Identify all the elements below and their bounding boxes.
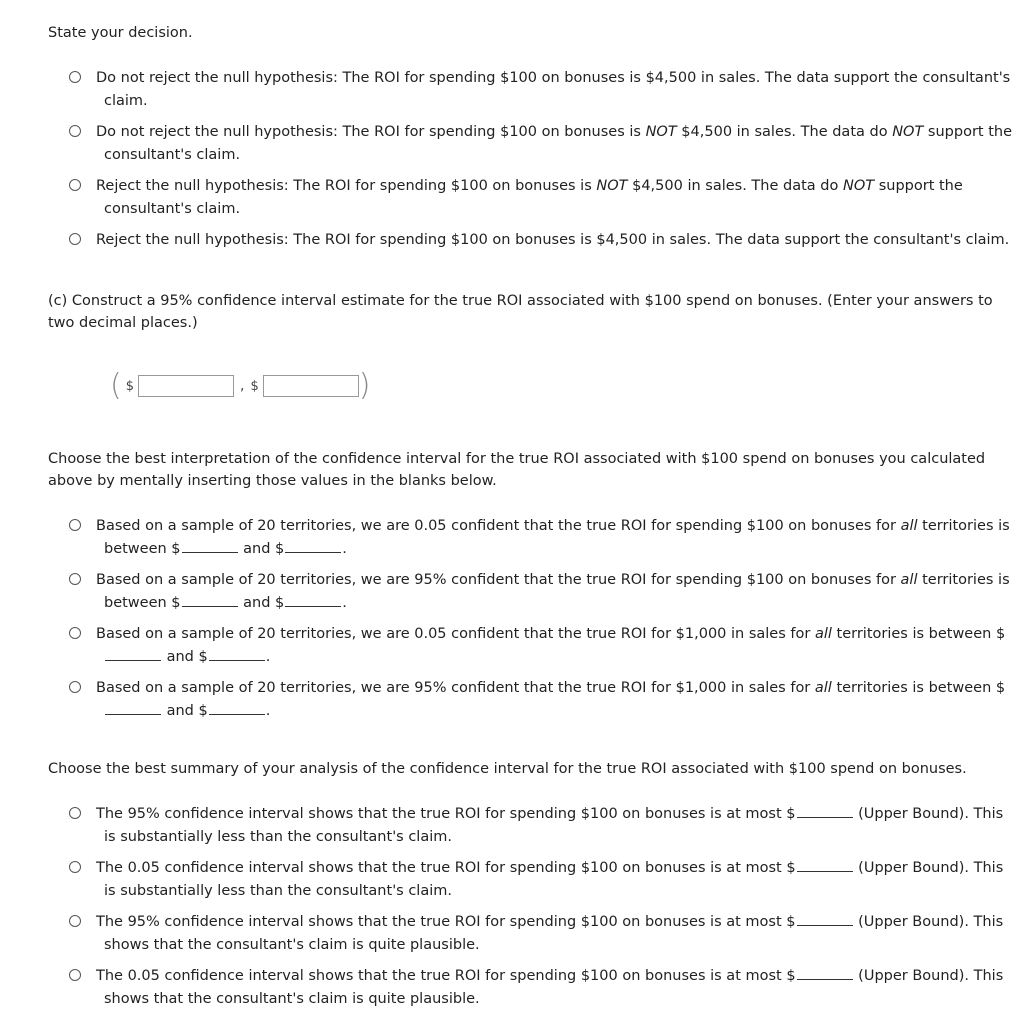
decision-option-1[interactable] [48, 67, 1018, 113]
summary-section [48, 758, 1018, 1011]
dollar-sign: $ [250, 378, 259, 394]
option-text: Based on a sample of 20 territories, we are 0.05 confident that the true ROI for $1,000 in sales for all territories is between $ and $ . [96, 626, 1006, 665]
close-paren: ) [358, 368, 371, 403]
interpretation-heading: Choose the best interpretation of the confidence interval for the true ROI associated with $100 spend on bonuses you calculated above by mentally inserting those values in the blanks below. [48, 451, 986, 489]
interpretation-option-3[interactable] [48, 623, 1018, 669]
open-paren: ( [110, 368, 122, 403]
option-text: The 0.05 confidence interval shows that the true ROI for spending $100 on bonuses is at most $ (Upper Bound). This is substantially less than the consultant's claim. [96, 857, 1014, 903]
decision-option-3[interactable] [48, 175, 1018, 221]
answer-blank [182, 538, 238, 553]
answer-blank [797, 965, 853, 980]
summary-option-4[interactable] [48, 965, 1018, 1011]
interpretation-option-4[interactable] [48, 677, 1018, 723]
dollar-sign: $ [125, 378, 134, 394]
confidence-interval-inputs [110, 368, 1018, 404]
summary-option-3[interactable] [48, 911, 1018, 957]
answer-blank [209, 646, 265, 661]
decision-option-4[interactable] [48, 229, 1018, 252]
part-c-prompt: (c) Construct a 95% confidence interval estimate for the true ROI associated with $100 spend on bonuses. (Enter your answers to two decimal places.) [48, 293, 993, 331]
option-text: The 0.05 confidence interval shows that the true ROI for spending $100 on bonuses is at most $ (Upper Bound). This shows that the consultant's claim is quite plausible. [96, 965, 1014, 1011]
radio-button[interactable] [69, 861, 81, 873]
answer-blank [797, 857, 853, 872]
answer-blank [797, 911, 853, 926]
decision-heading: State your decision. [48, 25, 193, 41]
answer-blank [209, 700, 265, 715]
radio-button[interactable] [69, 519, 81, 531]
answer-blank [105, 646, 161, 661]
radio-button[interactable] [69, 627, 81, 639]
comma-separator: , [240, 378, 245, 394]
decision-options [48, 67, 1018, 252]
summary-option-2[interactable] [48, 857, 1018, 903]
decision-option-2[interactable] [48, 121, 1018, 167]
option-text: Based on a sample of 20 territories, we are 95% confident that the true ROI for spending $100 on bonuses for all territories is between $ and $ . [96, 572, 1010, 611]
option-text: Based on a sample of 20 territories, we are 95% confident that the true ROI for $1,000 in sales for all territories is between $ and $ . [96, 680, 1006, 719]
answer-blank [285, 592, 341, 607]
summary-option-1[interactable] [48, 803, 1018, 849]
answer-blank [105, 700, 161, 715]
radio-button[interactable] [69, 969, 81, 981]
option-text: Based on a sample of 20 territories, we are 0.05 confident that the true ROI for spending $100 on bonuses for all territories is between $ and $ . [96, 518, 1010, 557]
answer-blank [285, 538, 341, 553]
option-text: The 95% confidence interval shows that the true ROI for spending $100 on bonuses is at most $ (Upper Bound). This is substantially less than the consultant's claim. [96, 803, 1014, 849]
option-text: Do not reject the null hypothesis: The ROI for spending $100 on bonuses is NOT $4,500 in sales. The data do NOT support the consultant's claim. [96, 124, 1012, 163]
radio-button[interactable] [69, 573, 81, 585]
radio-button[interactable] [69, 681, 81, 693]
radio-button[interactable] [69, 915, 81, 927]
radio-button[interactable] [69, 71, 81, 83]
option-text: Reject the null hypothesis: The ROI for spending $100 on bonuses is NOT $4,500 in sales. The data do NOT support the consultant's claim. [96, 178, 963, 217]
radio-button[interactable] [69, 179, 81, 191]
radio-button[interactable] [69, 807, 81, 819]
option-text: Do not reject the null hypothesis: The ROI for spending $100 on bonuses is $4,500 in sales. The data support the consultant's claim. [96, 70, 1011, 109]
question-container [48, 22, 1018, 1019]
part-c-section [48, 290, 1018, 404]
summary-options [48, 803, 1018, 1011]
lower-bound-input[interactable] [138, 375, 234, 397]
interpretation-option-2[interactable] [48, 569, 1018, 615]
summary-heading: Choose the best summary of your analysis of the confidence interval for the true ROI associated with $100 spend on bonuses. [48, 761, 967, 777]
answer-blank [797, 803, 853, 818]
interpretation-options [48, 515, 1018, 723]
interpretation-option-1[interactable] [48, 515, 1018, 561]
answer-blank [182, 592, 238, 607]
radio-button[interactable] [69, 125, 81, 137]
interpretation-section [48, 448, 1018, 723]
option-text: Reject the null hypothesis: The ROI for spending $100 on bonuses is $4,500 in sales. The data support the consultant's claim. [96, 232, 1010, 248]
radio-button[interactable] [69, 233, 81, 245]
option-text: The 95% confidence interval shows that the true ROI for spending $100 on bonuses is at most $ (Upper Bound). This shows that the consultant's claim is quite plausible. [96, 911, 1014, 957]
upper-bound-input[interactable] [263, 375, 359, 397]
